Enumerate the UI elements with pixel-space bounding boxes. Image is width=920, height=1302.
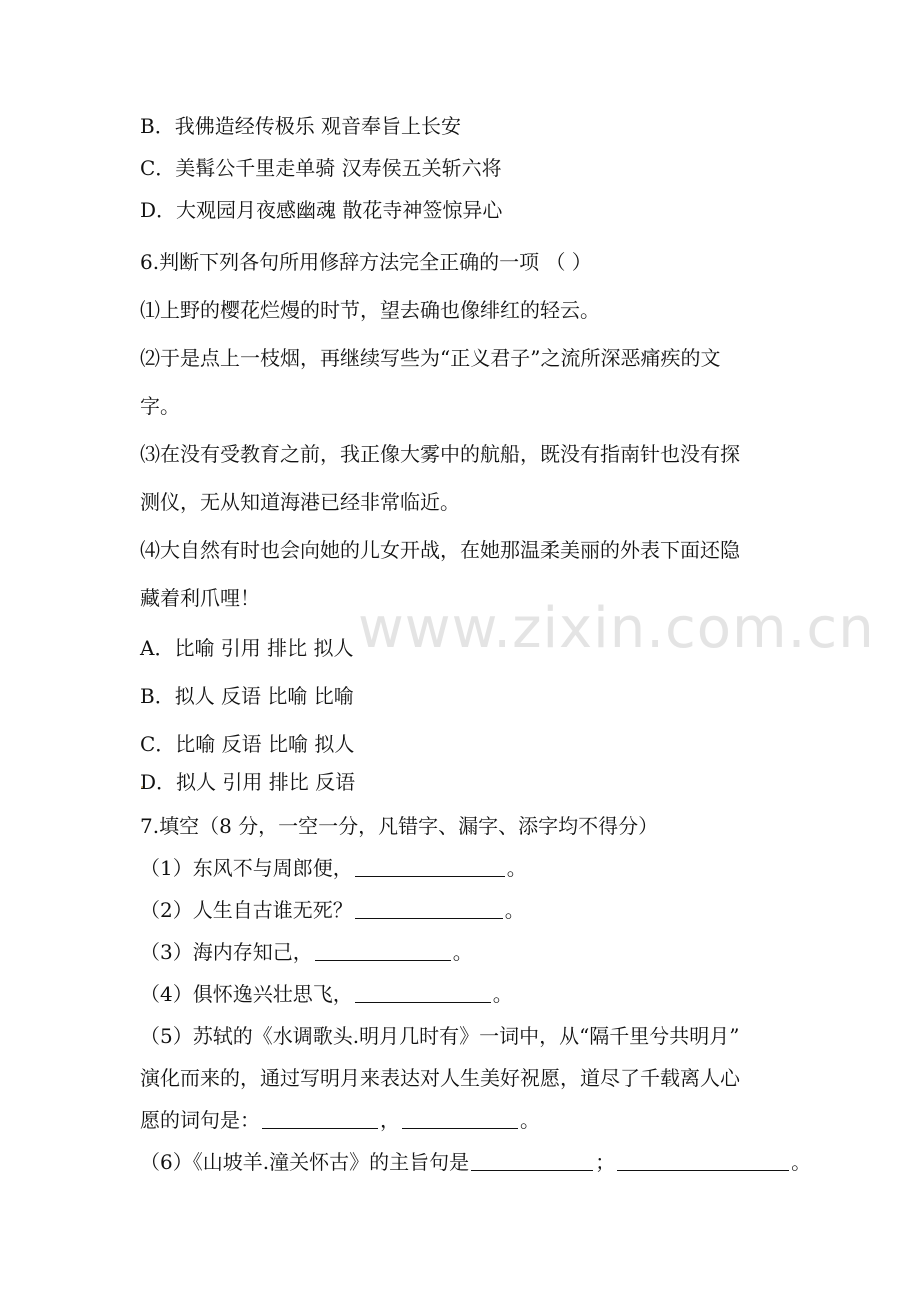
answer-blank[interactable] <box>617 1152 789 1171</box>
answer-blank[interactable] <box>355 900 503 919</box>
q7-item-6-text: （6）《山坡羊.潼关怀古》的主旨句是 <box>140 1150 470 1174</box>
q5-option-d: D．大观园月夜感幽魂 散花寺神签惊异心 <box>140 198 503 222</box>
q5-option-c: C．美髯公千里走单骑 汉寿侯五关斩六将 <box>140 156 502 180</box>
period: 。 <box>452 940 473 964</box>
q6-sentence-3: ⑶在没有受教育之前，我正像大雾中的航船，既没有指南针也没有探 <box>140 442 740 466</box>
comma: ， <box>380 1108 400 1132</box>
answer-blank[interactable] <box>402 1110 518 1129</box>
q6-option-d: D．拟人 引用 排比 反语 <box>140 770 356 794</box>
q6-sentence-4: ⑷大自然有时也会向她的儿女开战，在她那温柔美丽的外表下面还隐 <box>140 538 740 562</box>
period: 。 <box>492 982 513 1006</box>
q6-sentence-1: ⑴上野的樱花烂熳的时节，望去确也像绯红的轻云。 <box>140 298 600 322</box>
q7-item-6 <box>140 1152 811 1172</box>
q6-sentence-4-cont: 藏着利爪哩！ <box>140 586 260 610</box>
q6-option-a: A．比喻 引用 排比 拟人 <box>140 636 354 660</box>
semicolon: ； <box>595 1150 616 1174</box>
q7-item-4 <box>140 984 513 1004</box>
q7-item-5-line-3 <box>140 1110 540 1130</box>
answer-blank[interactable] <box>355 858 505 877</box>
q7-item-5-line-1: （5）苏轼的《水调歌头.明月几时有》一词中，从“隔千里兮共明月” <box>140 1024 740 1048</box>
q6-stem: 6.判断下列各句所用修辞方法完全正确的一项 （ ） <box>140 250 592 274</box>
q7-item-5-line-2: 演化而来的，通过写明月来表达对人生美好祝愿，道尽了千载离人心 <box>140 1066 740 1090</box>
q6-option-b: B．拟人 反语 比喻 比喻 <box>140 684 354 708</box>
answer-blank[interactable] <box>315 942 451 961</box>
q7-item-3-text: （3）海内存知己， <box>140 940 313 964</box>
answer-blank[interactable] <box>262 1110 378 1129</box>
answer-blank[interactable] <box>355 984 491 1003</box>
q7-stem: 7.填空（8 分，一空一分，凡错字、漏字、添字均不得分） <box>140 814 659 838</box>
q7-item-3 <box>140 942 473 962</box>
period: 。 <box>791 1150 812 1174</box>
q7-item-1 <box>140 858 527 878</box>
q7-item-2 <box>140 900 525 920</box>
q7-item-1-text: （1）东风不与周郎便， <box>140 856 353 880</box>
q6-sentence-2-cont: 字。 <box>140 394 180 418</box>
q6-option-c: C．比喻 反语 比喻 拟人 <box>140 732 355 756</box>
period: 。 <box>504 898 525 922</box>
q5-option-b: B．我佛造经传极乐 观音奉旨上长安 <box>140 114 462 138</box>
q7-item-4-text: （4）俱怀逸兴壮思飞， <box>140 982 353 1006</box>
watermark: www.zixin.com.cn <box>358 596 875 661</box>
q6-sentence-2: ⑵于是点上一枝烟，再继续写些为“正义君子”之流所深恶痛疾的文 <box>140 346 721 370</box>
answer-blank[interactable] <box>471 1152 593 1171</box>
q7-item-2-text: （2）人生自古谁无死？ <box>140 898 353 922</box>
period: 。 <box>506 856 527 880</box>
q6-sentence-3-cont: 测仪，无从知道海港已经非常临近。 <box>140 490 460 514</box>
q7-item-5-text: 愿的词句是： <box>140 1108 260 1132</box>
period: 。 <box>520 1108 540 1132</box>
